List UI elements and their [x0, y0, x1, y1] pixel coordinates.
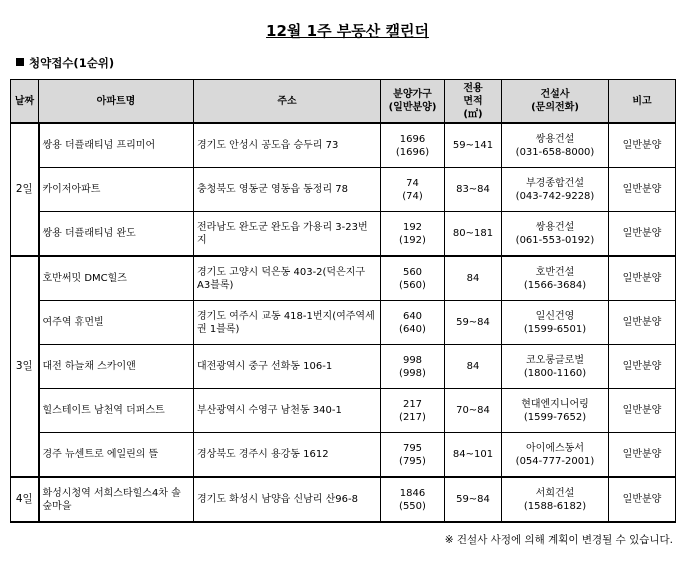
supply-total: 560 — [402, 266, 423, 278]
supply-cell — [381, 433, 445, 478]
apartment-name-cell: 경주 뉴센트로 에일린의 뜰 — [39, 433, 194, 478]
builder-name: 일신건영 — [535, 310, 575, 322]
remark-cell: 일반분양 — [609, 212, 676, 257]
supply-total: 640 — [402, 310, 423, 322]
area-cell: 59~84 — [445, 477, 502, 522]
area-cell: 84~101 — [445, 433, 502, 478]
apartment-name-cell: 쌍용 더플래티넘 완도 — [39, 212, 194, 257]
remark-cell: 일반분양 — [609, 123, 676, 168]
apartment-name-cell: 대전 하늘채 스카이앤 — [39, 345, 194, 389]
builder-cell — [502, 168, 609, 212]
supply-cell — [381, 389, 445, 433]
builder-cell — [502, 477, 609, 522]
date-cell: 4일 — [11, 477, 39, 522]
builder-cell — [502, 345, 609, 389]
builder-phone: (054-777-2001) — [515, 455, 595, 467]
supply-general: (217) — [399, 411, 426, 423]
builder-cell — [502, 256, 609, 301]
supply-cell — [381, 123, 445, 168]
builder-cell — [502, 123, 609, 168]
area-cell: 59~84 — [445, 301, 502, 345]
builder-phone: (1566-3684) — [523, 279, 587, 291]
remark-cell: 일반분양 — [609, 301, 676, 345]
address-cell: 경기도 여주시 교동 418-1번지(여주역세권 1블록) — [194, 301, 381, 345]
header-address: 주소 — [194, 80, 381, 124]
supply-cell — [381, 301, 445, 345]
table-row — [11, 212, 676, 257]
area-cell: 83~84 — [445, 168, 502, 212]
address-cell: 전라남도 완도군 완도읍 가용리 3-23번지 — [194, 212, 381, 257]
table-row — [11, 345, 676, 389]
area-cell: 84 — [445, 345, 502, 389]
header-builder: 건설사 (문의전화) — [502, 80, 609, 124]
apartment-name-cell: 쌍용 더플래티넘 프리미어 — [39, 123, 194, 168]
supply-general: (560) — [399, 279, 426, 291]
footnote: ※ 건설사 사정에 의해 계획이 변경될 수 있습니다. — [444, 534, 673, 546]
header-area: 전용 면적 (㎡) — [445, 80, 502, 124]
table-body — [11, 123, 676, 522]
table-row — [11, 256, 676, 301]
apartment-name-cell: 여주역 휴먼빌 — [39, 301, 194, 345]
section-heading — [16, 55, 114, 71]
supply-cell — [381, 212, 445, 257]
builder-cell — [502, 212, 609, 257]
section-label: 청약접수(1순위) — [29, 56, 115, 70]
address-cell: 경상북도 경주시 용강동 1612 — [194, 433, 381, 478]
table-row — [11, 389, 676, 433]
remark-cell: 일반분양 — [609, 345, 676, 389]
area-cell: 59~141 — [445, 123, 502, 168]
builder-name: 쌍용건설 — [535, 133, 575, 145]
supply-total: 1846 — [399, 487, 426, 499]
table-row — [11, 123, 676, 168]
supply-total: 192 — [402, 221, 423, 233]
remark-cell: 일반분양 — [609, 256, 676, 301]
address-cell: 충청북도 영동군 영동읍 동정리 78 — [194, 168, 381, 212]
area-cell: 70~84 — [445, 389, 502, 433]
address-cell: 경기도 화성시 남양읍 신남리 산96-8 — [194, 477, 381, 522]
supply-general: (74) — [402, 190, 423, 202]
supply-total: 1696 — [399, 133, 426, 145]
header-supply: 분양가구 (일반분양) — [381, 80, 445, 124]
date-cell: 2일 — [11, 123, 39, 256]
builder-phone: (061-553-0192) — [515, 234, 595, 246]
supply-general: (640) — [399, 323, 426, 335]
builder-cell — [502, 301, 609, 345]
builder-name: 아이에스동서 — [526, 442, 584, 454]
apartment-name-cell: 화성시청역 서희스타힐스4차 솔숲마을 — [39, 477, 194, 522]
header-apartment: 아파트명 — [39, 80, 194, 124]
table-header-row — [11, 80, 676, 124]
apartment-name-cell: 힐스테이트 남천역 더퍼스트 — [39, 389, 194, 433]
date-cell: 3일 — [11, 256, 39, 477]
builder-cell — [502, 389, 609, 433]
builder-name: 코오롱글로벌 — [526, 354, 584, 366]
square-bullet-icon — [16, 58, 24, 66]
supply-total: 74 — [406, 177, 419, 189]
builder-name: 서희건설 — [535, 487, 575, 499]
area-cell: 80~181 — [445, 212, 502, 257]
address-cell: 대전광역시 중구 선화동 106-1 — [194, 345, 381, 389]
builder-name: 현대엔지니어링 — [521, 398, 589, 410]
supply-general: (795) — [399, 455, 426, 467]
supply-general: (550) — [399, 500, 426, 512]
supply-general: (192) — [399, 234, 426, 246]
header-note: 비고 — [609, 80, 676, 124]
address-cell: 경기도 안성시 공도읍 승두리 73 — [194, 123, 381, 168]
remark-cell: 일반분양 — [609, 433, 676, 478]
remark-cell: 일반분양 — [609, 477, 676, 522]
apartment-name-cell: 호반써밋 DMC힐즈 — [39, 256, 194, 301]
supply-total: 795 — [402, 442, 423, 454]
remark-cell: 일반분양 — [609, 389, 676, 433]
builder-name: 부경종합건설 — [526, 177, 584, 189]
builder-cell — [502, 433, 609, 478]
supply-total: 998 — [402, 354, 423, 366]
address-cell: 부산광역시 수영구 남천동 340-1 — [194, 389, 381, 433]
builder-name: 호반건설 — [535, 266, 575, 278]
supply-general: (1696) — [395, 146, 430, 158]
table-row — [11, 433, 676, 478]
area-cell: 84 — [445, 256, 502, 301]
header-date: 날짜 — [11, 80, 39, 124]
address-cell: 경기도 고양시 덕은동 403-2(덕은지구 A3블록) — [194, 256, 381, 301]
supply-general: (998) — [399, 367, 426, 379]
builder-phone: (1599-6501) — [523, 323, 587, 335]
builder-phone: (1599-7652) — [523, 411, 587, 423]
builder-phone: (031-658-8000) — [515, 146, 595, 158]
page-title: 12월 1주 부동산 캘린더 — [266, 22, 429, 40]
supply-total: 217 — [402, 398, 423, 410]
table-row — [11, 477, 676, 522]
calendar-table — [10, 79, 676, 523]
remark-cell: 일반분양 — [609, 168, 676, 212]
builder-phone: (1588-6182) — [523, 500, 587, 512]
apartment-name-cell: 카이저아파트 — [39, 168, 194, 212]
supply-cell — [381, 345, 445, 389]
supply-cell — [381, 477, 445, 522]
builder-phone: (043-742-9228) — [515, 190, 595, 202]
table-row — [11, 168, 676, 212]
builder-phone: (1800-1160) — [523, 367, 587, 379]
table-row — [11, 301, 676, 345]
supply-cell — [381, 168, 445, 212]
supply-cell — [381, 256, 445, 301]
builder-name: 쌍용건설 — [535, 221, 575, 233]
